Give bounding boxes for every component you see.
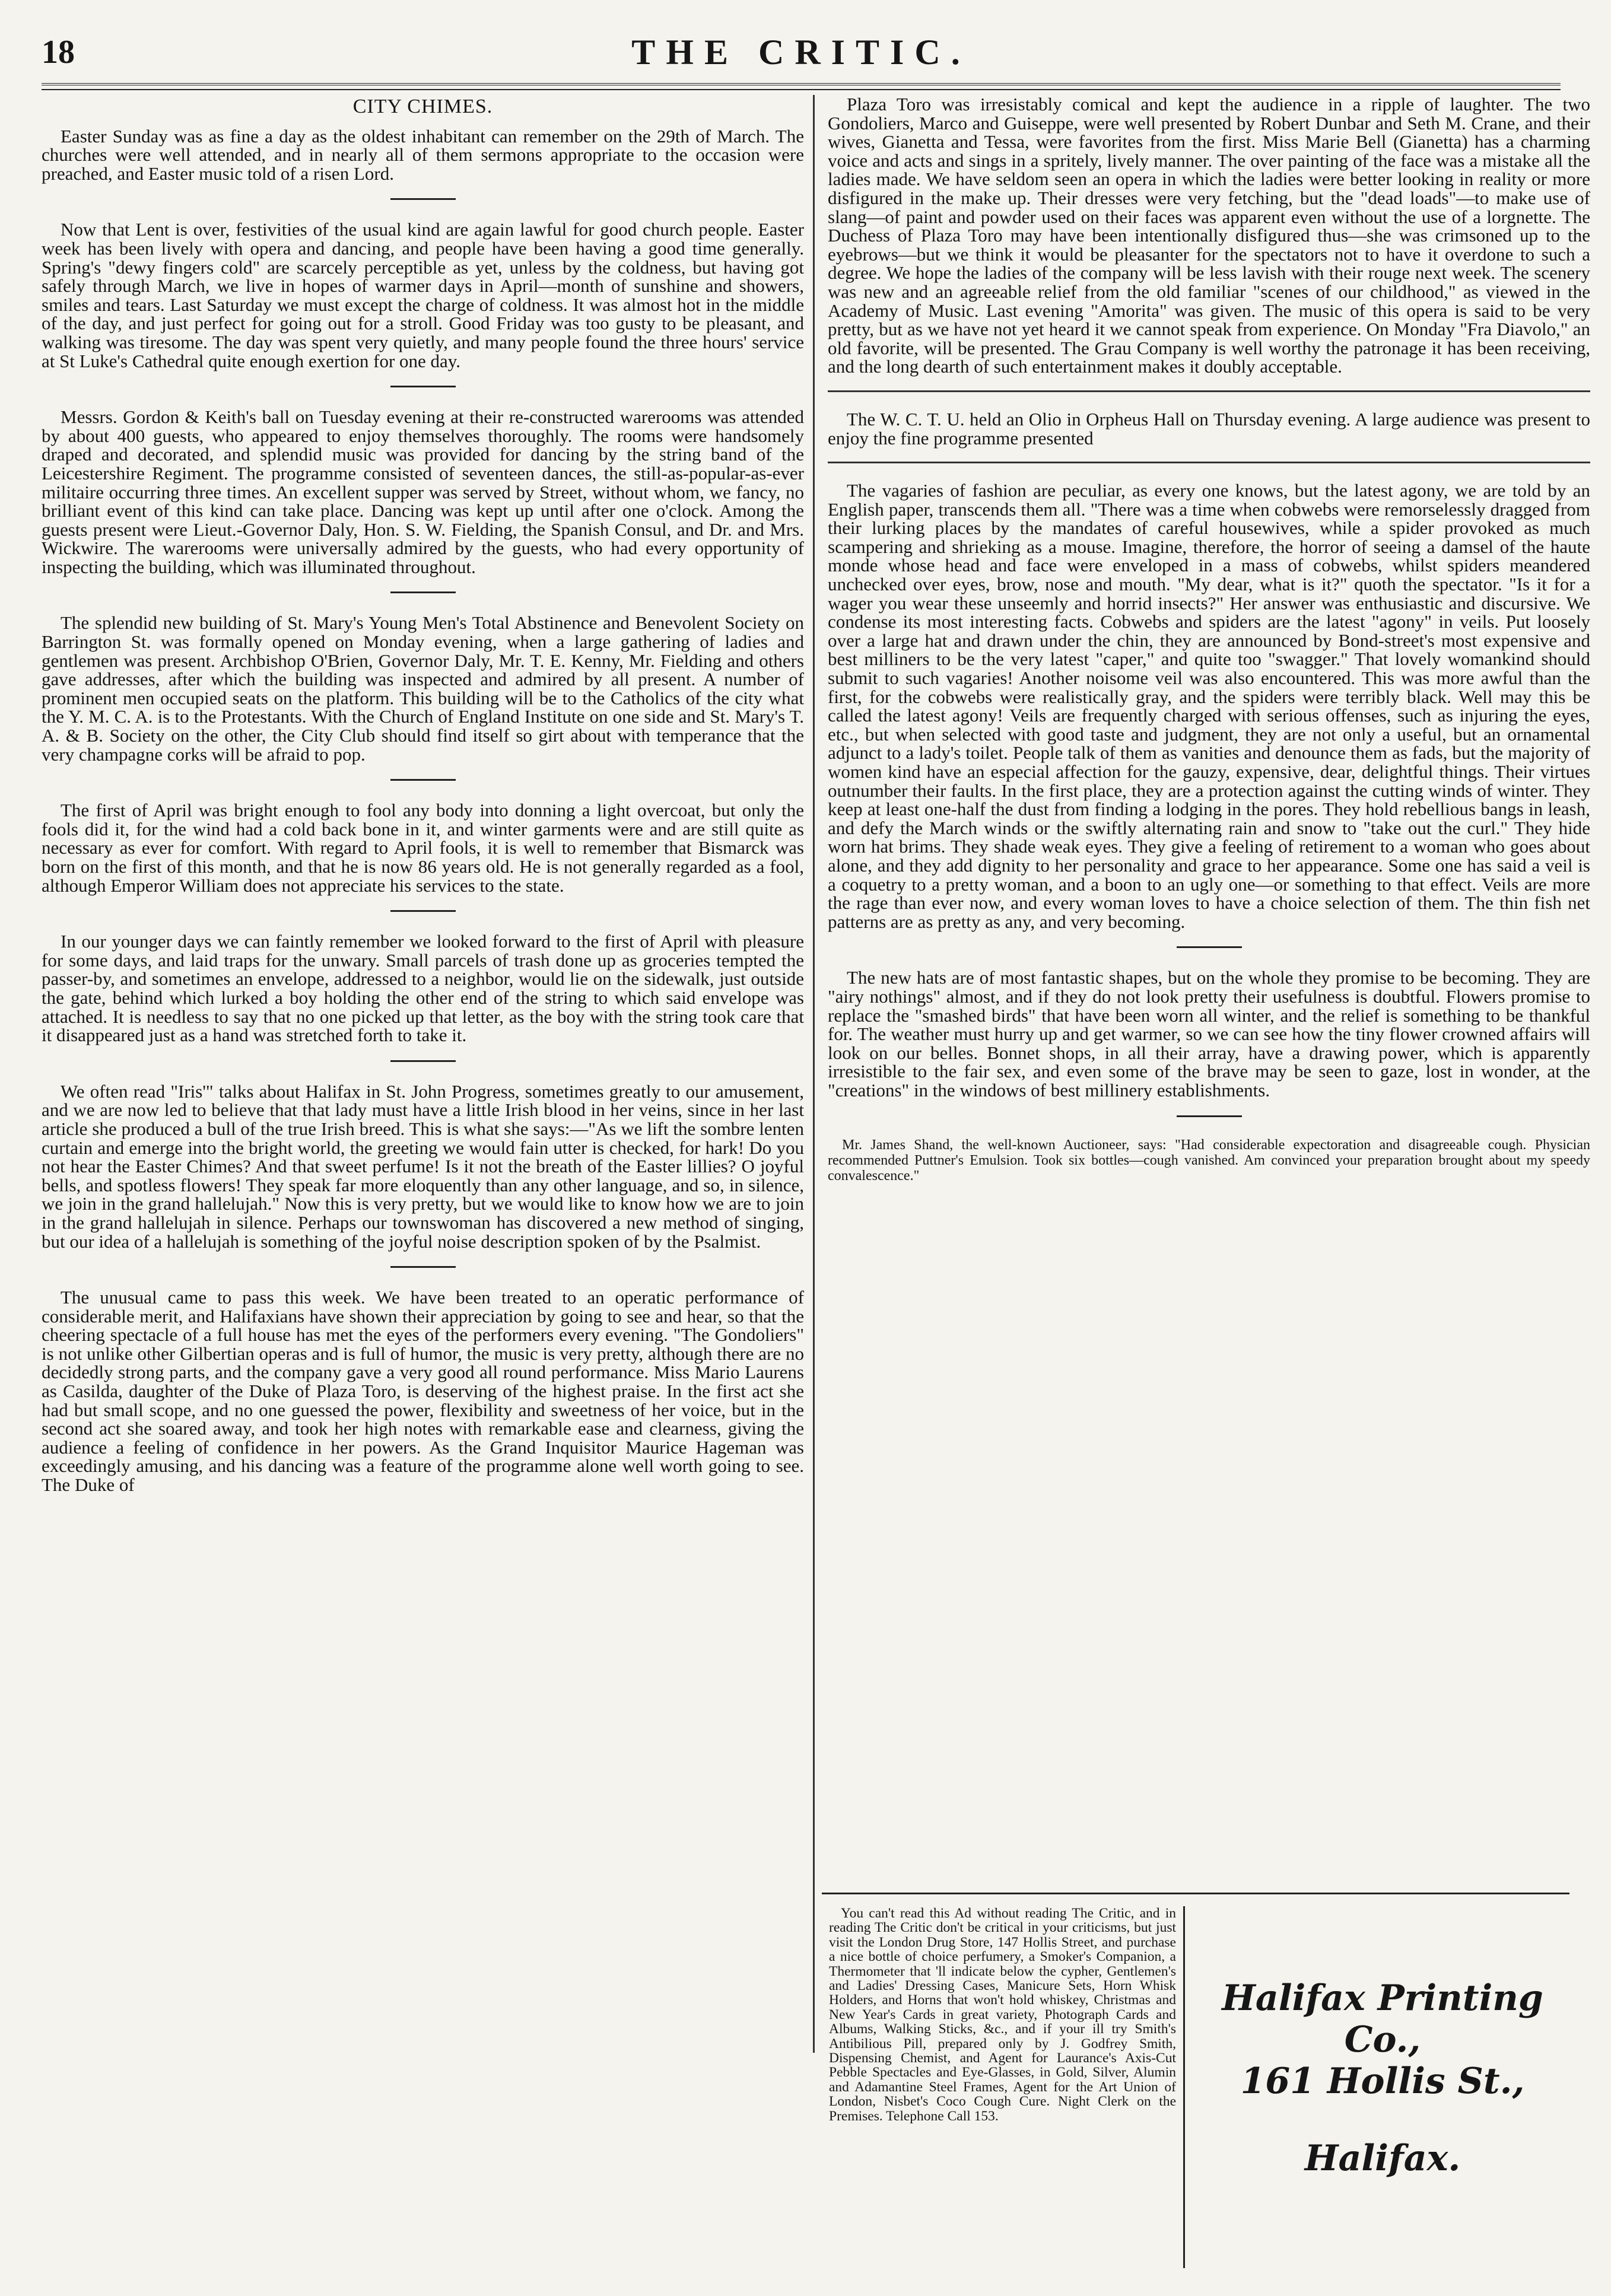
page-number: 18 (42, 34, 75, 71)
separator-rule (1177, 946, 1242, 948)
article-paragraph: The first of April was bright enough to fool any body into donning a light overcoat, but only the fools did it, for the wind had a cold back bone in it, and winter garments were and are still quite as necessary as ever for comfort. With regard to April fools, it is well to remember that Bismarck was born on the first of this month, and that he is now 86 years old. He is not generally regarded as a fool, although Emperor William does not appreciate his services to the state. (42, 800, 804, 896)
masthead (42, 30, 1561, 77)
column-divider (813, 95, 815, 2053)
article-paragraph: The W. C. T. U. held an Olio in Orpheus Hall on Thursday evening. A large audience was present to enjoy the fine programme presented (828, 408, 1590, 449)
section-heading: CITY CHIMES. (352, 96, 493, 117)
printer-name: Halifax Printing Co., (1222, 1977, 1543, 2060)
separator-rule (828, 390, 1590, 392)
article-paragraph: We often read "Iris'" talks about Halifax in St. John Progress, sometimes greatly to our amusement, and we are now led to believe that that lady must have a little Irish blood in her veins, since in her last article she produced a bull of the true Irish breed. This is what she says:—"As we lift the sombre lenten curtain and emerge into the bright world, the greeting we would fain utter is checked, for hark! Do you not hear the Easter Chimes? And that sweet perfume! Is it not the breath of the Easter lillies? O joyful bells, and spotless flowers! They speak far more eloquently than any other language, and so, in silence, we join in the grand hallelujah." Now this is very pretty, but we would like to know how we are to join in the grand hallelujah in silence. Perhaps our townswoman has discovered a new method of singing, but our idea of a hallelujah is something of the joyful noise description spoken of by the Psalmist. (42, 1080, 804, 1252)
article-paragraph: In our younger days we can faintly remember we looked forward to the first of April with pleasure for some days, and laid traps for the unwary. Small parcels of trash done up as groceries tempted the passer-by, and sometimes an envelope, addressed to a neighbor, would lie on the sidewalk, just outside the gate, behind which lurked a boy holding the other end of the string to which said envelope was attached. It is needless to say that no one picked up that letter, as the boy with the string took care that it disappeared just as a hand was stretched forth to take it. (42, 931, 804, 1046)
printer-credit (1202, 1894, 1564, 2274)
drug-store-advertisement (829, 1906, 1185, 2268)
article-paragraph: The splendid new building of St. Mary's Young Men's Total Abstinence and Benevolent Society on Barrington St. was formally opened on Monday evening, when a large gathering of ladies and gentlemen was present. Archbishop O'Brien, Governor Daly, Mr. T. E. Kenny, Mr. Fielding and others gave addresses, after which the building was inspected and admired by all present. A number of prominent men occupied seats on the platform. This building will be to the Catholics of the city what the Y. M. C. A. is to the Protestants. With the Church of England Institute on one side and St. Mary's T. A. & B. Society on the other, the City Club should find itself so girt about with temperance that the very champagne corks will be afraid to pop. (42, 612, 804, 765)
right-column (828, 95, 1590, 1184)
separator-rule (1177, 1115, 1242, 1117)
newspaper-title: THE CRITIC. (631, 33, 971, 72)
separator-rule (390, 592, 456, 593)
advertisement-box (822, 1893, 1569, 2280)
article-paragraph: Easter Sunday was as fine a day as the oldest inhabitant can remember on the 29th of March. The churches were well attended, and in nearly all of them sermons appropriate to the occasion were preached, and Easter music told of a risen Lord. (42, 125, 804, 184)
printer-city: Halifax. (1304, 2138, 1461, 2179)
separator-rule (390, 198, 456, 200)
testimonial-notice: Mr. James Shand, the well-known Auctioneer, says: "Had considerable expectoration and disagreeable cough. Physician recommended Puttner's Emulsion. Took six bottles—cough vanished. Am convinced your preparation brought about my speedy convalescence." (828, 1137, 1590, 1184)
separator-rule (390, 386, 456, 387)
article-paragraph: The vagaries of fashion are peculiar, as every one knows, but the latest agony, we are told by an English paper, transcends them all. "There was a time when cobwebs were remorselessly dragged from their lurking places by the mandates of careful housewives, while a spider provoked as much scampering and shrieking as a mouse. Imagine, therefore, the horror of seeing a damsel of the haute monde whose head and face were enveloped in a mass of cobwebs, whilst spiders meandered unchecked over eyes, brow, nose and mouth. "My dear, what is it?" quoth the spectator. "Is it for a wager you wear these unseemly and horrid insects?" Her answer was enthusiastic and discursive. We condense its most interesting facts. Cobwebs and spiders are the latest "agony" in veils. Put loosely over a large hat and drawn under the chin, they are announced by Bond-street's most expensive and best milliners to be the very latest "caper," and quite too "swagger." That lovely womankind should submit to such vagaries! Another noisome veil was also encountered. This was more awful than the first, for the cobwebs were realistically gray, and the spiders were terribly black. Well may this be called the latest agony! Veils are frequently charged with serious offenses, such as injuring the eyes, etc., but when selected with good taste and judgment, they are not only a useful, but an ornamental adjunct to a lady's toilet. People talk of them as vanities and denounce them as fads, but the majority of women kind have an especial affection for the gauzy, expensive, dear, delightful things. Their virtues outnumber their faults. In the first place, they are a protection against the cutting winds of winter. They keep at least one-half the dust from finding a lodging in the pores. They hold rebellious bangs in leash, and defy the March winds or the swiftly alternating rain and snow to "take out the curl." They hide worn hat brims. They shade weak eyes. They give a feeling of retirement to a woman who goes about alone, and they add dignity to her personality and grace to her appearance. Some one has said a veil is a coquetry to a pretty woman, and a boon to an ugly one—or something to that effect. Veils are more the rage than ever now, and every woman loves to have a choice selection of them. The thin fish net patterns are as pretty as any, and very becoming. (828, 480, 1590, 932)
article-paragraph: Messrs. Gordon & Keith's ball on Tuesday evening at their re-constructed warerooms was attended by about 400 guests, who appeared to enjoy themselves thoroughly. The rooms were handsomely draped and decorated, and splendid music was provided for dancing by the string band of the Leicestershire Regiment. The programme consisted of seventeen dances, the still-as-popular-as-ever militaire occurring three times. An excellent supper was served by Street, without whom, we fancy, no brilliant event of this kind can take place. Dancing was kept up until after one o'clock. Among the guests present were Lieut.-Governor Daly, Hon. S. W. Fielding, the Spanish Consul, and Dr. and Mrs. Wickwire. The warerooms were universally admired by the guests, who had every opportunity of inspecting the building, which was illuminated throughout. (42, 406, 804, 577)
separator-rule (390, 1266, 456, 1268)
separator-rule (828, 462, 1590, 463)
article-paragraph: The unusual came to pass this week. We have been treated to an operatic performance of considerable merit, and Halifaxians have shown their appreciation by going to see and hear, so that the cheering spectacle of a full house has met the eyes of the performers every evening. "The Gondoliers" is not unlike other Gilbertian operas and is full of humor, the music is very pretty, although there are no decidedly strong parts, and the company gave a very good all round performance. Miss Mario Laurens as Casilda, daughter of the Duke of Plaza Toro, is deserving of the highest praise. In the first act she had but small scope, and no one guessed the power, flexibility and sweetness of her voice, but in the second act she soared away, and took her high notes with remarkable ease and clearness, giving the audience a feeling of confidence in her powers. As the Grand Inquisitor Maurice Hageman was exceedingly amusing, and his dancing was a feature of the programme alone well worth going to see. The Duke of (42, 1287, 804, 1496)
printer-address: 161 Hollis St., (1240, 2060, 1525, 2102)
advertisement-text: You can't read this Ad without reading The Critic, and in reading The Critic don't be critical in your criticisms, but just visit the London Drug Store, 147 Hollis Street, and purchase a nice bottle of choice perfumery, a Smoker's Companion, a Thermometer that 'll indicate below the cypher, Gentlemen's and Ladies' Dressing Cases, Manicure Sets, Horn Whisk Holders, and Horns that won't hold whiskey, Christmas and New Year's Cards in great variety, Photograph Cards and Albums, Walking Sticks, &c., and if your ill try Smith's Antibilious Pill, prepared only by J. Godfrey Smith, Dispensing Chemist, and Agent for Laurance's Axis-Cut Pebble Spectacles and Eye-Glasses, in Gold, Silver, Alumin and Adamantine Steel Frames, Agent for the Art Union of London, Nisbet's Coco Cough Cure. Night Clerk on the Premises. Telephone Call 153. (829, 1906, 1176, 2124)
left-column (42, 95, 804, 1494)
masthead-rule (42, 83, 1561, 90)
article-paragraph: The new hats are of most fantastic shapes, but on the whole they promise to be becoming. They are "airy nothings" almost, and if they do not look pretty their usefulness is doubtful. Flowers promise to replace the "smashed birds" that have been worn all winter, and the relief is something to be thankful for. The weather must hurry up and get warmer, so we can see how the tiny flower crowned affairs will look on our belles. Bonnet shops, in all their array, have a drawing power, which is apparently irresistible to the fair sex, and even some of the brave may be seen to gaze, lost in wonder, at the "creations" in the windows of best millinery establishments. (828, 967, 1590, 1101)
article-paragraph: Now that Lent is over, festivities of the usual kind are again lawful for good church people. Easter week has been lively with opera and dancing, and people have been having a good time generally. Spring's "dewy fingers cold" are scarcely perceptible as yet, unless by the coldness, but having got safely through March, we live in hopes of warmer days in April—month of sunshine and showers, smiles and tears. Last Saturday we must except the charge of coldness. It was almost hot in the middle of the day, and just perfect for going out for a stroll. Good Friday was too gusty to be pleasant, and walking was tiresome. The day was spent very quietly, and many people found the three hours' service at St Luke's Cathedral quite enough exertion for one day. (42, 219, 804, 371)
separator-rule (390, 1060, 456, 1062)
article-paragraph: Plaza Toro was irresistably comical and kept the audience in a ripple of laughter. The two Gondoliers, Marco and Guiseppe, were well presented by Robert Dunbar and Seth M. Crane, and their wives, Gianetta and Tessa, were favorites from the first. Miss Marie Bell (Gianetta) has a charming voice and acts and sings in a spritely, lively manner. The over painting of the face was a mistake all the ladies made. We have seldom seen an opera in which the ladies were better looking in reality or more disfigured in the make up. Their dresses were very fetching, but the "dead loads"—to make use of slang—of paint and powder used on their faces was apparent even without the use of a lorgnette. The Duchess of Plaza Toro may have been intentionally disfigured thus—she was crimsoned up to the eyebrows—but we think it would be pleasanter for the spectators not to have it overdone to such a degree. We hope the ladies of the company will be less lavish with their rouge next week. The scenery was new and an agreeable relief from the old familiar "scenes of our childhood," as viewed in the Academy of Music. Last evening "Amorita" was given. The music of this opera is said to be very pretty, but as we have not yet heard it we cannot speak from experience. On Monday "Fra Diavolo," an old favorite, will be presented. The Grau Company is well worthy the patronage it has been receiving, and the long dearth of such entertainment makes it doubly acceptable. (828, 94, 1590, 377)
separator-rule (390, 910, 456, 912)
separator-rule (390, 779, 456, 781)
